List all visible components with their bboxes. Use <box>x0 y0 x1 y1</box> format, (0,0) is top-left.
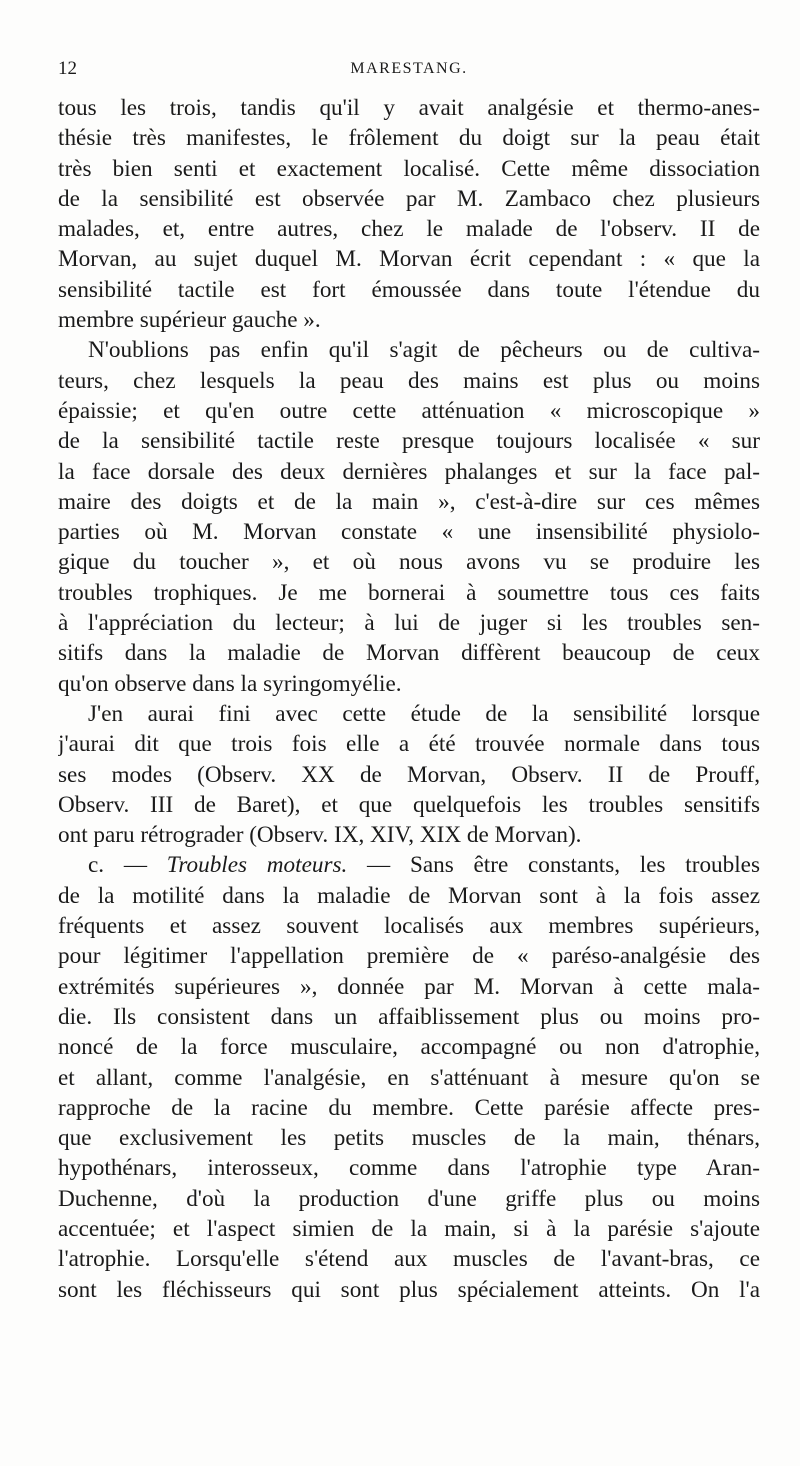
running-title: MARESTANG. <box>350 60 468 77</box>
text-line: thésie très manifestes, le frôlement du doigt sur la peau était <box>58 125 760 152</box>
text-line: Duchenne, d'où la production d'une griffe plus ou moins <box>58 1185 760 1212</box>
text-line: ont paru rétrograder (Observ. IX, XIV, XIX de Morvan). <box>58 822 582 849</box>
text-line: die. Ils consistent dans un affaiblissement plus ou moins pro- <box>58 1003 760 1030</box>
text-line: qu'on observe dans la syringomyélie. <box>58 670 402 697</box>
text-line: parties où M. Morvan constate « une insensibilité physiolo- <box>58 519 760 546</box>
text-line: la face dorsale des deux dernières phalanges et sur la face pal- <box>58 458 760 485</box>
section-heading-line <box>58 850 760 880</box>
text-line: fréquents et assez souvent localisés aux membres supérieurs, <box>58 913 760 940</box>
text-line: malades, et, entre autres, chez le malade de l'observ. II de <box>58 216 760 243</box>
text-line: de la motilité dans la maladie de Morvan sont à la fois assez <box>58 882 760 909</box>
text-line: sitifs dans la maladie de Morvan diffèrent beaucoup de ceux <box>58 640 760 667</box>
text-line: à l'appréciation du lecteur; à lui de juger si les troubles sen- <box>58 610 760 637</box>
section-letter: c. — <box>88 852 148 879</box>
text-line: Observ. III de Baret), et que quelquefois les troubles sensitifs <box>58 791 760 818</box>
text-line: j'aurai dit que trois fois elle a été trouvée normale dans tous <box>58 731 760 758</box>
text-line: tous les trois, tandis qu'il y avait analgésie et thermo-anes- <box>58 95 760 121</box>
text-line: maire des doigts et de la main », c'est-à-dire sur ces mêmes <box>58 488 760 515</box>
section-title: Troubles moteurs. <box>166 852 348 879</box>
text-line: teurs, chez lesquels la peau des mains est plus ou moins <box>58 367 760 394</box>
text-line: N'oublions pas enfin qu'il s'agit de pêcheurs ou de cultiva- <box>88 337 760 364</box>
text-line: gique du toucher », et où nous avons vu se produire les <box>58 549 760 576</box>
text-line: très bien senti et exactement localisé. Cette même dissociation <box>58 155 760 182</box>
text-line: ses modes (Observ. XX de Morvan, Observ. II de Prouff, <box>58 761 760 788</box>
body-text <box>58 93 760 1305</box>
text-line: pour légitimer l'appellation première de « paréso-analgésie des <box>58 943 760 970</box>
text-line: sensibilité tactile est fort émoussée dans toute l'étendue du <box>58 276 760 303</box>
text-line: hypothénars, interosseux, comme dans l'atrophie type Aran- <box>58 1155 760 1182</box>
text-line: membre supérieur gauche ». <box>58 307 321 334</box>
text-line: Morvan, au sujet duquel M. Morvan écrit cependant : « que la <box>58 246 760 273</box>
text-line: de la sensibilité tactile reste presque toujours localisée « sur <box>58 428 760 455</box>
page-number: 12 <box>58 58 77 79</box>
running-head <box>58 58 760 84</box>
text-line: troubles trophiques. Je me bornerai à soumettre tous ces faits <box>58 579 760 606</box>
text-line: sont les fléchisseurs qui sont plus spécialement atteints. On l'a <box>58 1276 760 1303</box>
text-line: de la sensibilité est observée par M. Zambaco chez plusieurs <box>58 185 760 212</box>
text-line: l'atrophie. Lorsqu'elle s'étend aux muscles de l'avant-bras, ce <box>58 1246 760 1273</box>
text-line: extrémités supérieures », donnée par M. Morvan à cette mala- <box>58 973 760 1000</box>
text-line: accentuée; et l'aspect simien de la main, si à la parésie s'ajoute <box>58 1215 760 1242</box>
text-line: rapproche de la racine du membre. Cette parésie affecte pres- <box>58 1094 760 1121</box>
text-line: épaissie; et qu'en outre cette atténuation « microscopique » <box>58 397 760 424</box>
text-line: que exclusivement les petits muscles de la main, thénars, <box>58 1125 760 1152</box>
text-line: noncé de la force musculaire, accompagné ou non d'atrophie, <box>58 1034 760 1061</box>
text-line: J'en aurai fini avec cette étude de la sensibilité lorsque <box>88 700 760 727</box>
text-line: et allant, comme l'analgésie, en s'atténuant à mesure qu'on se <box>58 1064 760 1091</box>
text-line-segment: — Sans être constants, les troubles <box>367 852 760 879</box>
